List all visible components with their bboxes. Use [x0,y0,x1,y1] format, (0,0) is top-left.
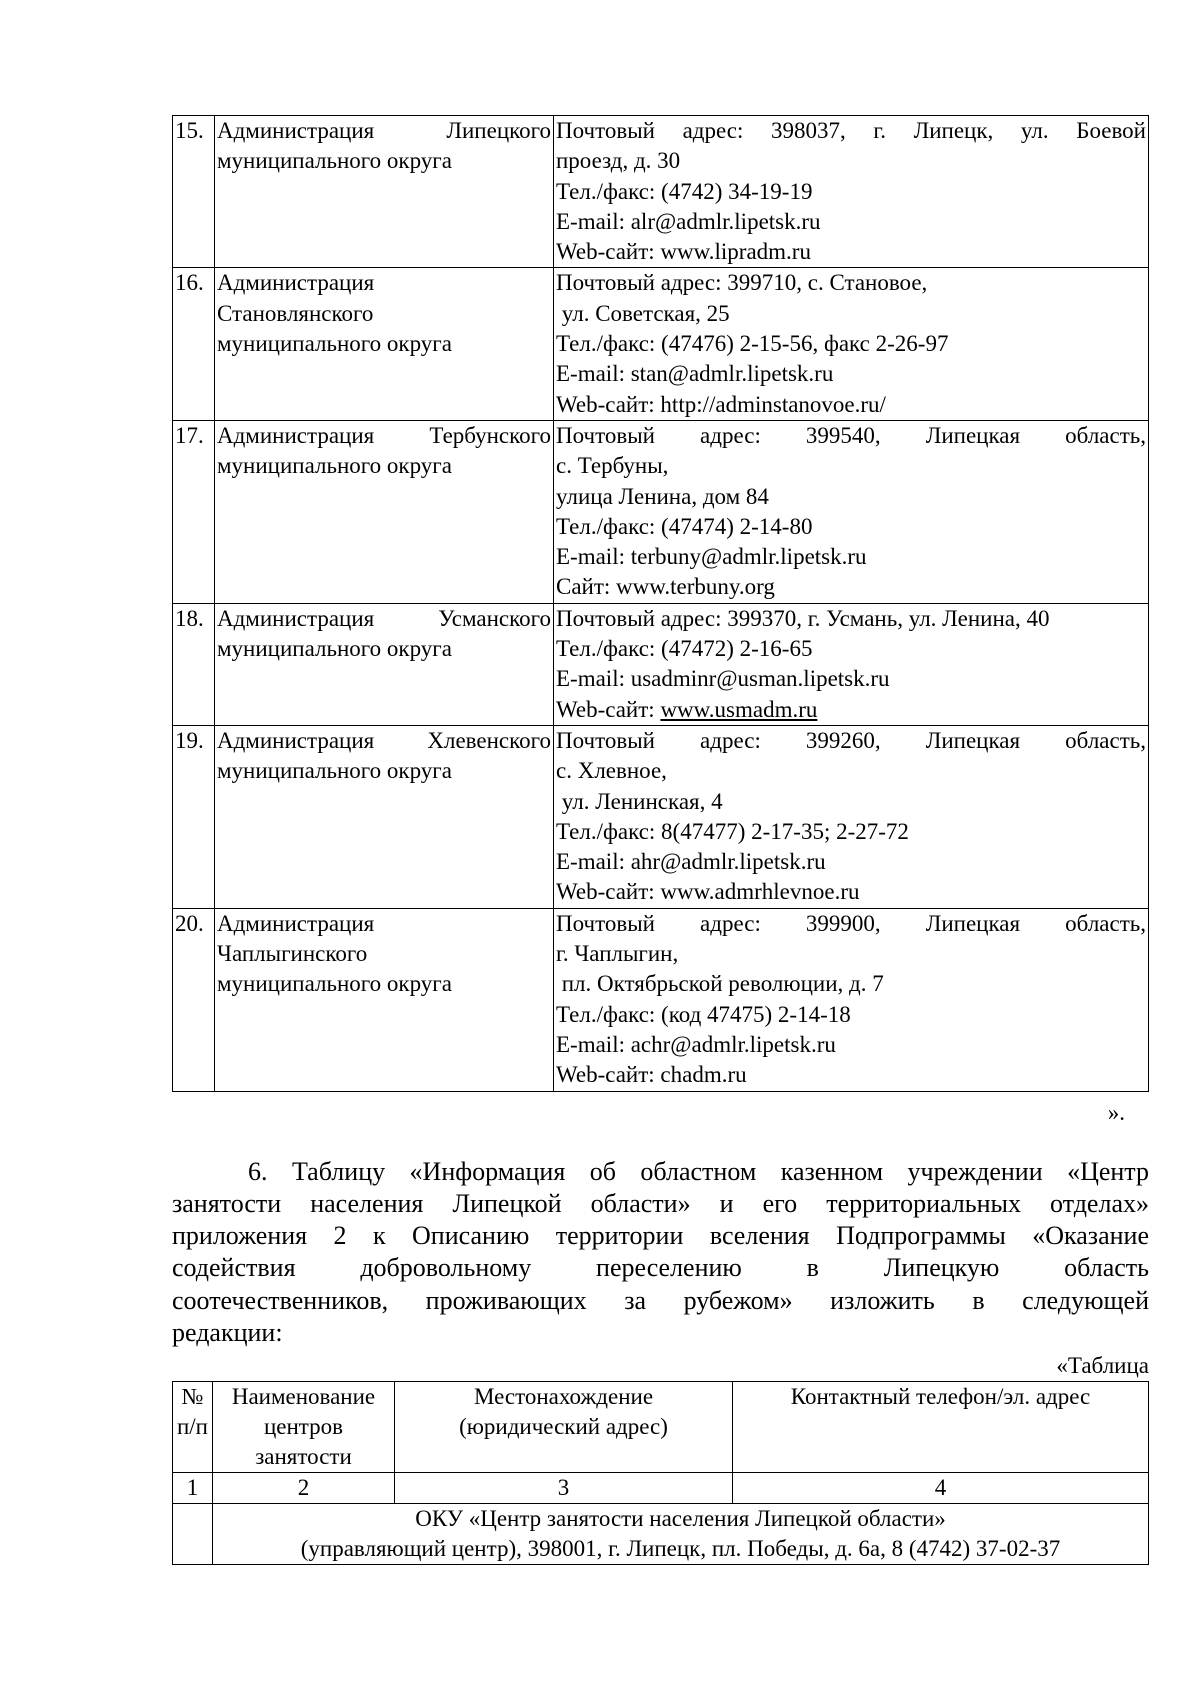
table-row [173,725,1149,908]
document-page [172,115,1149,1565]
organization-line: Администрация Усманского [217,605,551,631]
administrations-table [172,115,1149,1092]
table-caption: «Таблица [1056,1353,1149,1379]
row-number: 18. [173,603,215,725]
contact-line: Тел./факс: (47472) 2-16-65 [556,636,813,662]
table-row [173,1504,1149,1565]
table-row [173,268,1149,420]
organization-line: Администрация Хлевенского [217,727,551,753]
row-number: 17. [173,420,215,603]
contact-line: E-mail: terbuny@admlr.lipetsk.ru [556,544,867,570]
organization-line: муниципального округа [217,331,452,357]
header-line: Контактный телефон/эл. адрес [790,1384,1091,1410]
contact-line: Тел./факс: (4742) 34-19-19 [556,178,813,204]
managing-center-cell [213,1504,1149,1565]
header-line: п/п [176,1414,208,1440]
website-link[interactable]: www.usmadm.ru [660,696,818,722]
row-number: 16. [173,268,215,420]
contact-line: E-mail: usadminr@usman.lipetsk.ru [556,666,890,692]
header-line: Местонахождение [473,1384,654,1410]
contact-line: г. Чаплыгин, [556,941,679,967]
header-line: № [181,1384,204,1410]
organization-line: муниципального округа [217,971,452,997]
contact-line: Почтовый адрес: 399540, Липецкая область, [556,422,1146,448]
contact-line: ул. Ленинская, 4 [556,788,723,814]
contact-line: Web-сайт: http://adminstanovoe.ru/ [556,391,886,417]
contact-line: пл. Октябрьской революции, д. 7 [556,971,884,997]
organization-line: муниципального округа [217,636,452,662]
contact-line: Тел./факс: (47476) 2-15-56, факс 2-26-97 [556,331,949,357]
header-line: Наименование [231,1384,376,1410]
contact-line: Почтовый адрес: 399710, с. Становое, [556,270,928,296]
contact-line: Web-сайт: www.admrhlevnoe.ru [556,879,860,905]
contact-line: Web-сайт: www.lipradm.ru [556,239,811,265]
contact-info [554,420,1149,603]
header-line: (юридический адрес) [459,1414,668,1440]
center-line: (управляющий центр), 398001, г. Липецк, пл. Победы, д. 6а, 8 (4742) 37-02-37 [300,1536,1061,1562]
column-number: 1 [173,1473,213,1504]
organization-name [215,603,554,725]
table-row [173,908,1149,1091]
paragraph-line: приложения 2 к Описанию территории вселения Подпрограммы «Оказание [172,1221,1149,1251]
contact-line: E-mail: alr@admlr.lipetsk.ru [556,208,821,234]
contact-line: Тел./факс: 8(47477) 2-17-35; 2-27-72 [556,818,909,844]
contact-info [554,603,1149,725]
header-line: центров [263,1414,344,1440]
contact-line: Почтовый адрес: 399900, Липецкая область, [556,910,1146,936]
header-cell-number [173,1382,213,1473]
organization-line: муниципального округа [217,453,452,479]
contact-info [554,268,1149,420]
paragraph-line: редакции: [172,1317,283,1347]
paragraph-line: содействия добровольному переселению в Липецкую область [172,1253,1149,1283]
column-number: 2 [213,1473,395,1504]
contact-line: Сайт: www.terbuny.org [556,574,775,600]
table-header-row [173,1382,1149,1473]
organization-name [215,420,554,603]
organization-line: Администрация Липецкого [217,118,551,143]
organization-name [215,116,554,268]
paragraph-line: соотечественников, проживающих за рубежом» изложить в следующей [172,1285,1149,1315]
contact-line: ул. Советская, 25 [556,300,730,326]
organization-line: Администрация [217,910,375,936]
organization-line: муниципального округа [217,148,452,174]
column-number: 4 [733,1473,1149,1504]
column-number: 3 [395,1473,733,1504]
organization-line: Чаплыгинского [217,941,368,967]
organization-name [215,268,554,420]
paragraph-line: занятости населения Липецкой области» и его территориальных отделах» [172,1188,1149,1218]
contact-line: с. Хлевное, [556,758,667,784]
contact-info [554,725,1149,908]
contact-line: с. Тербуны, [556,453,669,479]
contact-line: Почтовый адрес: 399260, Липецкая область, [556,727,1146,753]
column-number-row [173,1473,1149,1504]
organization-name [215,908,554,1091]
table-row [173,603,1149,725]
organization-line: Администрация [217,270,375,296]
organization-line: Становлянского [217,300,374,326]
contact-info [554,116,1149,268]
header-cell-contacts [733,1382,1149,1473]
contact-line: Тел./факс: (код 47475) 2-14-18 [556,1001,851,1027]
organization-line: муниципального округа [217,758,452,784]
row-number: 15. [173,116,215,268]
center-line: ОКУ «Центр занятости населения Липецкой области» [415,1506,946,1532]
organization-line: Администрация Тербунского [217,422,551,448]
amendment-paragraph [172,1156,1149,1350]
table-row [173,420,1149,603]
contact-line: E-mail: stan@admlr.lipetsk.ru [556,361,834,387]
contact-line: Web-сайт: chadm.ru [556,1062,747,1088]
contact-line: E-mail: ahr@admlr.lipetsk.ru [556,849,826,875]
contact-info [554,908,1149,1091]
contact-line: Web-сайт: www.usmadm.ru [556,696,818,722]
header-cell-name [213,1382,395,1473]
row-number: 20. [173,908,215,1091]
closing-quote: ». [1107,1099,1125,1125]
organization-name [215,725,554,908]
empty-cell [173,1504,213,1565]
contact-line: Почтовый адрес: 398037, г. Липецк, ул. Боевой [556,118,1146,143]
contact-line: проезд, д. 30 [556,148,681,174]
paragraph-line: 6. Таблицу «Информация об областном казенном учреждении «Центр [248,1156,1149,1186]
row-number: 19. [173,725,215,908]
contact-line: E-mail: achr@admlr.lipetsk.ru [556,1031,836,1057]
contact-line: Почтовый адрес: 399370, г. Усмань, ул. Ленина, 40 [556,605,1050,631]
contact-line: Тел./факс: (47474) 2-14-80 [556,513,813,539]
employment-centers-table [172,1381,1149,1565]
table-row [173,116,1149,268]
header-line: занятости [255,1444,352,1470]
contact-line: улица Ленина, дом 84 [556,483,769,509]
header-cell-location [395,1382,733,1473]
